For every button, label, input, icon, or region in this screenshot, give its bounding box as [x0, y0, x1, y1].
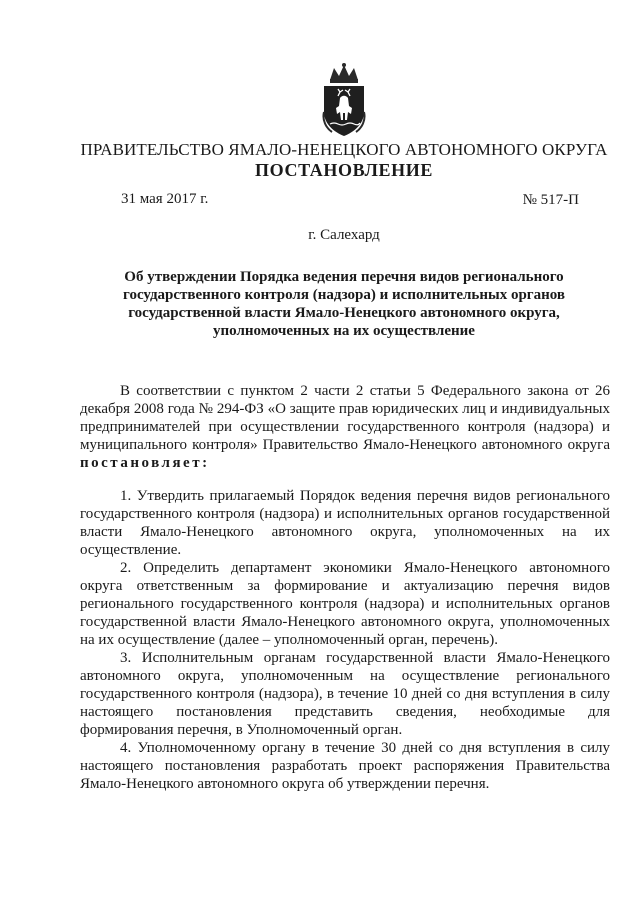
decree-item: 4. Уполномоченному органу в течение 30 дней со дня вступления в силу настоящего постановления разработать проект распоряжения Правительства Ямало-Ненецкого автономного округа об утверждении перечня.: [80, 740, 610, 792]
preamble: [80, 382, 610, 472]
decree-word: постановляет:: [80, 455, 210, 471]
document-city: г. Салехард: [308, 227, 380, 243]
government-name: ПРАВИТЕЛЬСТВО ЯМАЛО-НЕНЕЦКОГО АВТОНОМНОГО ОКРУГА: [80, 140, 608, 159]
document-date: 31 мая 2017 г.: [121, 191, 209, 207]
coat-of-arms-icon: [318, 62, 370, 138]
preamble-text: В соответствии с пунктом 2 части 2 статьи 5 Федерального закона от 26 декабря 2008 года № 294-ФЗ «О защите прав юридических лиц и индивидуальных предпринимателей при осуществлении государственного контроля (надзора) и муниципального контроля» Правительство Ямало-Ненецкого автономного округа: [80, 383, 610, 453]
document-number: № 517-П: [522, 192, 579, 208]
decree-item: 3. Исполнительным органам государственной власти Ямало-Ненецкого автономного округа, уполномоченным на осуществление регионального государственного контроля (надзора), в течение 10 дней со дня вступления в силу настоящего постановления представить сведения, необходимые для формирования перечня, в Уполномоченный орган.: [80, 650, 610, 738]
decree-item: 1. Утвердить прилагаемый Порядок ведения перечня видов регионального государственного контроля (надзора) и исполнительных органов государственной власти Ямало-Ненецкого автономного округа, уполномоченных на их осуществление.: [80, 488, 610, 558]
document-subject: Об утверждении Порядка ведения перечня видов регионального государственного контроля (надзора) и исполнительных органов государственной власти Ямало-Ненецкого автономного округа, уполномоченных на их осуществление: [123, 269, 565, 339]
decree-item: 2. Определить департамент экономики Ямало-Ненецкого автономного округа ответственным за формирование и актуализацию перечня видов регионального государственного контроля (надзора) и исполнительных органов государственной власти Ямало-Ненецкого автономного округа, уполномоченных на их осуществление (далее – уполномоченный орган, перечень).: [80, 560, 610, 648]
decree-items: [80, 487, 610, 793]
document-type: ПОСТАНОВЛЕНИЕ: [255, 160, 433, 180]
